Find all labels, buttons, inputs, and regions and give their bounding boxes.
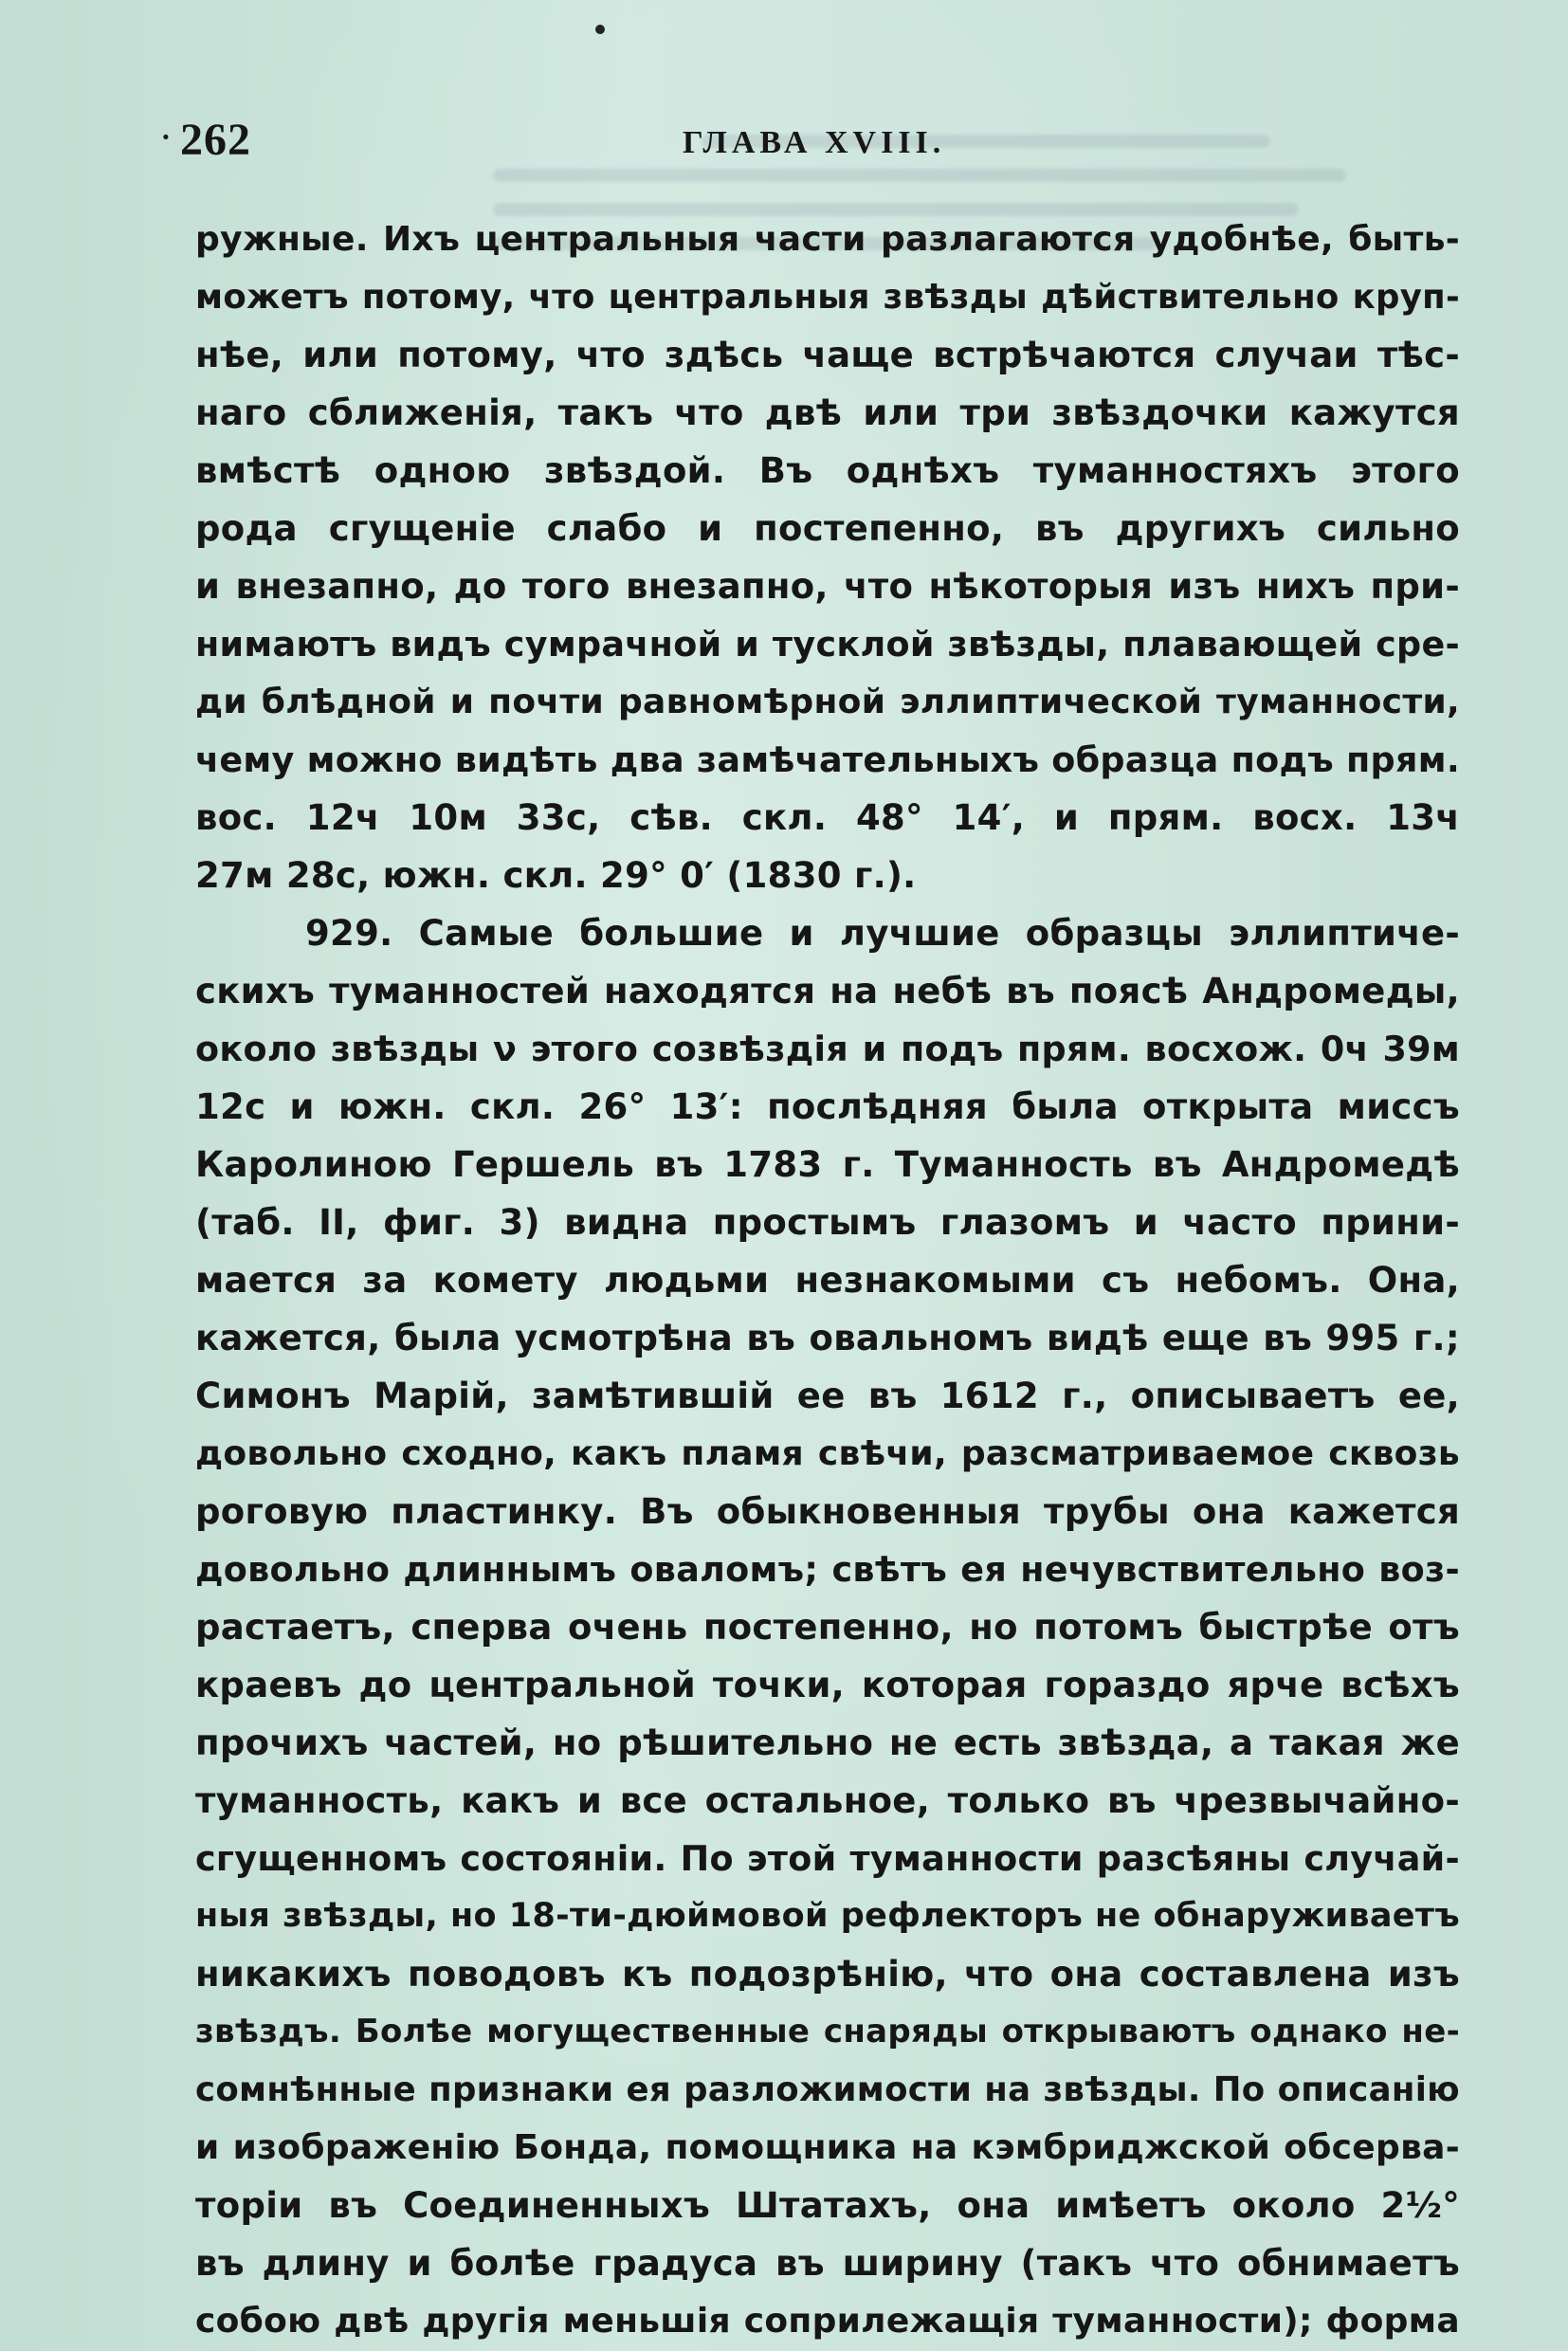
text-line: вмѣстѣ одною звѣздой. Въ однѣхъ туманностяхъ этого: [195, 450, 1460, 491]
text-line: мается за комету людьми незнакомыми съ небомъ. Она,: [195, 1260, 1460, 1301]
text-line: ди блѣдной и почти равномѣрной эллиптической туманности,: [195, 683, 1460, 721]
text-line: звѣздъ. Болѣе могущественные снаряды открываютъ однако не-: [195, 2013, 1460, 2050]
text-line: довольно сходно, какъ пламя свѣчи, разсматриваемое сквозь: [195, 1434, 1460, 1473]
text-line: торіи въ Соединенныхъ Штатахъ, она имѣетъ около 2½°: [195, 2185, 1460, 2226]
text-line: прочихъ частей, но рѣшительно не есть звѣзда, а такая же: [195, 1722, 1460, 1763]
ink-dot: [595, 25, 605, 34]
text-line: ружные. Ихъ центральныя части разлагаются удобнѣе, быть-: [195, 220, 1460, 259]
text-line: рода сгущеніе слабо и постепенно, въ другихъ сильно: [195, 508, 1460, 549]
text-line: роговую пластинку. Въ обыкновенныя трубы она кажется: [195, 1491, 1460, 1532]
text-line: довольно длиннымъ оваломъ; свѣтъ ея нечувствительно воз-: [195, 1549, 1460, 1590]
text-line: растаетъ, сперва очень постепенно, но потомъ быстрѣе отъ: [195, 1607, 1460, 1648]
text-line: Каролиною Гершель въ 1783 г. Туманность въ Андромедѣ: [195, 1144, 1460, 1185]
text-line: наго сближенія, такъ что двѣ или три звѣздочки кажутся: [195, 392, 1460, 433]
page-number: 262: [180, 115, 251, 165]
text-line: Симонъ Марій, замѣтившій ее въ 1612 г., описываетъ ее,: [195, 1376, 1460, 1416]
text-line: въ длину и болѣе градуса въ ширину (такъ что обнимаетъ: [195, 2243, 1460, 2284]
text-line: скихъ туманностей находятся на небѣ въ поясѣ Андромеды,: [195, 971, 1460, 1011]
text-line: нимаютъ видъ сумрачной и тусклой звѣзды, плавающей сре-: [195, 624, 1460, 665]
text-line: 27м 28с, южн. скл. 29° 0′ (1830 г.).: [195, 855, 917, 896]
body-text: [195, 210, 1460, 2350]
text-line: и изображенію Бонда, помощника на кэмбриджской обсерва-: [195, 2128, 1460, 2167]
text-line: можетъ потому, что центральныя звѣзды дѣйствительно круп-: [195, 278, 1460, 317]
running-header: [180, 114, 1454, 171]
text-line: краевъ до центральной точки, которая гораздо ярче всѣхъ: [195, 1665, 1460, 1705]
text-line: около звѣзды ν этого созвѣздія и подъ прям. восхож. 0ч 39м: [195, 1029, 1460, 1069]
text-line: сгущенномъ состояніи. По этой туманности разсѣяны случай-: [195, 1838, 1460, 1879]
text-line: собою двѣ другія меньшія соприлежащія туманности); форма: [195, 2302, 1460, 2341]
text-line: и внезапно, до того внезапно, что нѣкоторыя изъ нихъ при-: [195, 566, 1460, 607]
text-line: нѣе, или потому, что здѣсь чаще встрѣчаются случаи тѣс-: [195, 335, 1460, 375]
paragraph-929-start: 929. Самые большие и лучшие образцы эллиптиче-: [305, 913, 1460, 954]
text-line: (таб. II, фиг. 3) видна простымъ глазомъ и часто прини-: [195, 1202, 1460, 1243]
text-line: 12с и южн. скл. 26° 13′: послѣдняя была открыта миссъ: [195, 1086, 1460, 1127]
chapter-title: ГЛАВА XVIII.: [683, 125, 946, 160]
text-line: ныя звѣзды, но 18-ти-дюймовой рефлекторъ не обнаруживаетъ: [195, 1897, 1460, 1935]
text-line: чему можно видѣть два замѣчательныхъ образца подъ прям.: [195, 739, 1460, 780]
text-line: вос. 12ч 10м 33с, сѣв. скл. 48° 14′, и прям. восх. 13ч: [195, 797, 1460, 838]
text-line: кажется, была усмотрѣна въ овальномъ видѣ еще въ 995 г.;: [195, 1318, 1460, 1358]
text-line: туманность, какъ и все остальное, только въ чрезвычайно-: [195, 1780, 1460, 1821]
margin-mark: ·: [161, 121, 171, 153]
text-line: сомнѣнные признаки ея разложимости на звѣзды. По описанію: [195, 2070, 1460, 2109]
text-line: никакихъ поводовъ къ подозрѣнію, что она составлена изъ: [195, 1954, 1460, 1995]
